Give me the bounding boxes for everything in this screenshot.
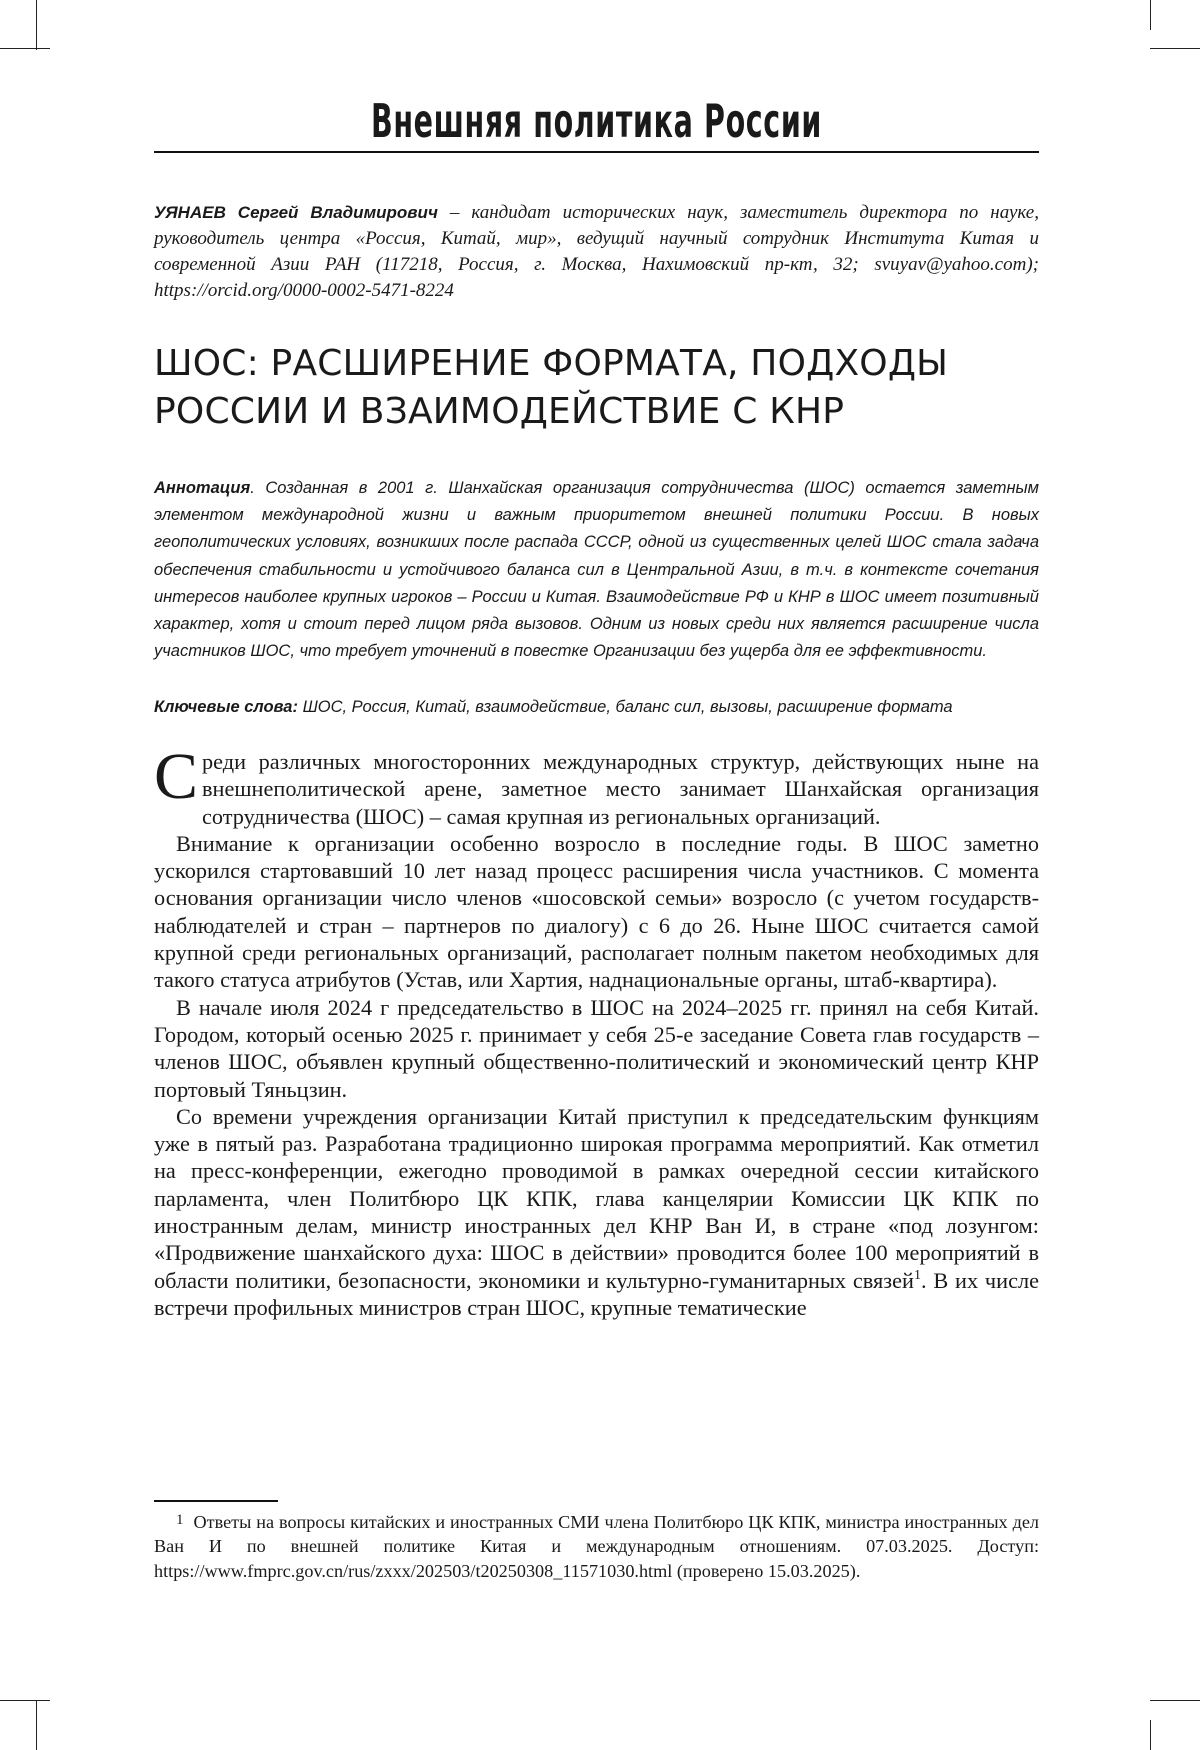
crop-mark (1150, 1700, 1200, 1701)
author-info (154, 200, 1039, 304)
keywords (154, 694, 1039, 721)
paragraph-4-tail: . В их числе встречи профильных министров стран ШОС, крупные тематические (154, 1268, 1039, 1320)
abstract-text: . Созданная в 2001 г. Шанхайская организация сотрудничества (ШОС) остается заметным элементом международной жизни и важным приоритетом внешней политики России. В новых геополитических условиях, возникших после распада СССР, одной из существенных целей ШОС стала задача обеспечения стабильности и устойчивого баланса сил в Центральной Азии, в т.ч. в контексте сочетания интересов наиболее крупных игроков – России и Китая. Взаимодействие РФ и КНР в ШОС имеет позитивный характер, хотя и стоит перед лицом ряда вызовов. Одним из новых среди них является расширение числа участников ШОС, что требует уточнений в повестке Организации без ущерба для ее эффективности. (154, 479, 1039, 660)
article-title-line-2: РОССИИ И ВЗАИМОДЕЙСТВИЕ С КНР (154, 391, 844, 432)
crop-mark (36, 1700, 37, 1750)
footnote-text: Ответы на вопросы китайских и иностранных СМИ члена Политбюро ЦК КПК, министра иностранных дел Ван И по внешней политике Китая и международным отношениям. 07.03.2025. Доступ: https://www.fmprc.gov.cn/rus/zxxx/202503/t20250308_11571030.html (проверено 15.03.2025). (154, 1512, 1039, 1581)
paragraph-4-text: Со времени учреждения организации Китай приступил к председательским функциям уже в пятый раз. Разработана традиционно широкая программа мероприятий. Как отметил на пресс-конференции, ежегодно проводимой в рамках очередной сессии китайского парламента, член Политбюро ЦК КПК, глава канцелярии Комиссии ЦК КПК по иностранным делам, министр иностранных дел КНР Ван И, в стране «под лозунгом: «Продвижение шанхайского духа: ШОС в действии» проводится более 100 мероприятий в области политики, безопасности, экономики и культурно-гуманитарных связей (154, 1104, 1039, 1293)
crop-mark (1150, 1720, 1151, 1750)
paragraph-1 (154, 748, 1039, 830)
footnote-rule (154, 1500, 278, 1502)
footnote-number: 1 (176, 1512, 184, 1528)
crop-mark (0, 48, 50, 49)
paragraph-3: В начале июля 2024 г председательство в ШОС на 2024–2025 гг. принял на себя Китай. Городом, который осенью 2025 г. принимает у себя 25-е заседание Совета глав государств – членов ШОС, объявлен крупный общественно-политический и экономический центр КНР портовый Тяньцзин. (154, 994, 1039, 1103)
abstract-label: Аннотация (154, 479, 250, 497)
keywords-text: ШОС, Россия, Китай, взаимодействие, баланс сил, вызовы, расширение формата (298, 698, 953, 716)
crop-mark (1150, 48, 1200, 49)
keywords-label: Ключевые слова: (154, 698, 298, 716)
author-name: УЯНАЕВ Сергей Владимирович (154, 203, 438, 222)
article-title (154, 340, 1039, 436)
author-details: – кандидат исторических наук, заместитель директора по науке, руководитель центра «Россия, Китай, мир», ведущий научный сотрудник Института Китая и современной Азии РАН (117218, Россия, г. Москва, Нахимовский пр-кт, 32; svuyav@yahoo.com); https://orcid.org/0000-0002-5471-8224 (154, 202, 1039, 301)
crop-mark (36, 0, 37, 50)
footnote-ref[interactable]: 1 (914, 1268, 921, 1283)
paragraph-2: Внимание к организации особенно возросло в последние годы. В ШОС заметно ускорился стартовавший 10 лет назад процесс расширения числа участников. С момента основания организации число членов «шосовской семьи» возросло (с учетом государств-наблюдателей и стран – партнеров по диалогу) с 6 до 26. Ныне ШОС считается самой крупной среди региональных организаций, располагает полным пакетом необходимых для такого статуса атрибутов (Устав, или Хартия, наднациональные органы, штаб-квартира). (154, 830, 1039, 994)
paragraph-1-text: реди различных многосторонних международных структур, действующих ныне на внешнеполитической арене, заметное место занимает Шанхайская организация сотрудничества (ШОС) – самая крупная из региональных организаций. (202, 749, 1039, 829)
paragraph-4 (154, 1103, 1039, 1321)
article-title-line-1: ШОС: РАСШИРЕНИЕ ФОРМАТА, ПОДХОДЫ (154, 343, 948, 384)
section-title: Внешняя политика России (322, 93, 871, 149)
abstract (154, 475, 1039, 665)
drop-cap: С (154, 750, 198, 804)
title-rule (154, 151, 1039, 153)
article-body (154, 748, 1039, 1321)
crop-mark (1150, 0, 1151, 30)
crop-mark (0, 1700, 50, 1701)
footnote (154, 1510, 1039, 1583)
